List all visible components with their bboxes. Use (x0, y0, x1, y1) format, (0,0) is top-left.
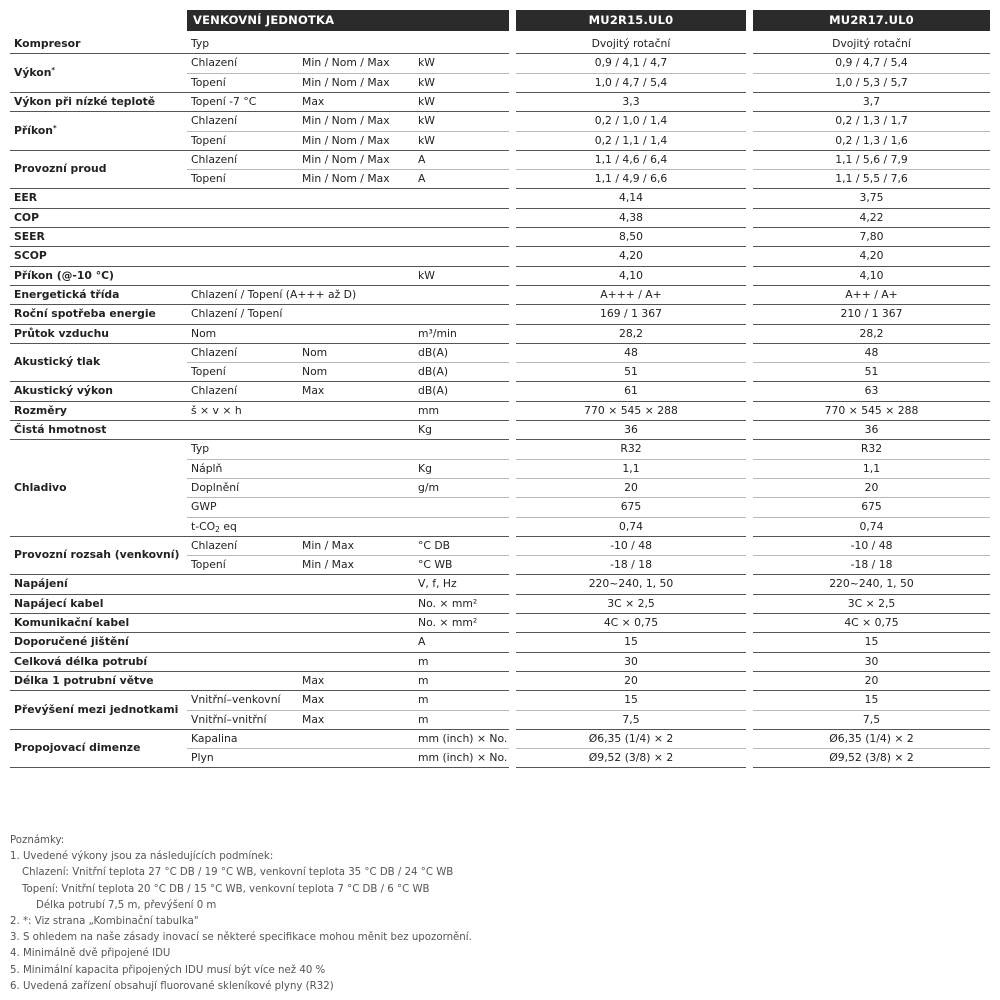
row-unit: °C DB (418, 538, 451, 552)
note-line: 2. *: Viz strana „Kombinační tabulka" (10, 916, 199, 928)
value-model-2: Ø9,52 (3/8) × 2 (829, 751, 914, 765)
value-model-1: 1,1 / 4,9 / 6,6 (594, 172, 668, 186)
row-label: Příkon (@-10 °C) (14, 268, 114, 282)
value-model-1: R32 (620, 442, 642, 456)
value-model-1: -18 / 18 (610, 558, 652, 572)
value-model-1: 0,9 / 4,1 / 4,7 (594, 56, 668, 70)
row-unit: V, f, Hz (418, 577, 457, 591)
row-condition: Vnitřní–venkovní (191, 693, 281, 707)
row-range: Max (302, 693, 325, 707)
value-model-2: 3C × 2,5 (847, 596, 896, 610)
row-label: Převýšení mezi jednotkami (14, 702, 179, 716)
value-model-2: 20 (864, 673, 879, 687)
value-model-1: 220~240, 1, 50 (588, 577, 674, 591)
value-model-1: 7,5 (622, 712, 640, 726)
row-condition: Nom (191, 326, 217, 340)
row-label: Rozměry (14, 403, 67, 417)
row-condition: Chlazení (191, 538, 238, 552)
header-model-1 (516, 10, 746, 31)
value-model-1: 1,1 (622, 461, 640, 475)
row-label: Napájení (14, 577, 68, 591)
value-model-2: 1,1 (862, 461, 881, 475)
row-label: SCOP (14, 249, 47, 263)
row-condition: Topení -7 °C (191, 94, 257, 108)
row-unit: kW (418, 56, 435, 70)
value-model-2: 63 (864, 384, 879, 398)
row-condition: š × v × h (191, 403, 242, 417)
value-model-1: 20 (624, 673, 638, 687)
row-range: Nom (302, 345, 328, 359)
value-model-2: 1,1 / 5,6 / 7,9 (835, 152, 908, 166)
value-model-2: 20 (864, 480, 879, 494)
row-range: Nom (302, 365, 328, 379)
row-unit: mm (418, 403, 440, 417)
row-unit: g/m (418, 480, 440, 494)
value-model-2: Dvojitý rotační (832, 37, 911, 50)
footnote-marker: * (51, 65, 56, 74)
row-condition: Topení (191, 133, 226, 147)
row-condition: Chlazení / Topení (191, 307, 283, 321)
row-label: Propojovací dimenze (14, 741, 141, 755)
row-condition: Plyn (191, 751, 214, 765)
value-model-1: 4,20 (618, 249, 644, 263)
row-unit: A (418, 172, 426, 186)
row-condition: Topení (191, 172, 226, 186)
row-label: Roční spotřeba energie (14, 307, 156, 321)
row-divider (187, 362, 509, 363)
value-model-1: 30 (624, 654, 638, 668)
note-line: Topení: Vnitřní teplota 20 °C DB / 15 °C WB, venkovní teplota 7 °C DB / 6 °C WB (22, 883, 430, 895)
value-model-1: 1,1 / 4,6 / 6,4 (594, 152, 668, 166)
value-model-1: 675 (620, 500, 642, 514)
row-unit: Kg (418, 423, 432, 436)
header-unit-label: VENKOVNÍ JEDNOTKA (193, 13, 335, 27)
row-range: Min / Nom / Max (302, 152, 390, 166)
value-model-2: -10 / 48 (850, 538, 893, 552)
value-model-2: 4,10 (859, 268, 884, 282)
row-range: Max (302, 673, 325, 687)
row-unit: m (418, 654, 429, 668)
value-model-1: 770 × 545 × 288 (584, 403, 678, 417)
value-model-2: 675 (861, 500, 882, 514)
row-label: Průtok vzduchu (14, 326, 109, 340)
row-divider (753, 767, 990, 768)
value-model-1: Ø9,52 (3/8) × 2 (588, 751, 674, 765)
row-range: Max (302, 712, 325, 726)
row-label: Výkon při nízké teplotě (14, 94, 156, 108)
note-line: 4. Minimálně dvě připojené IDU (10, 948, 171, 960)
row-label: Celková délka potrubí (14, 654, 148, 668)
row-unit: mm (inch) × No. (418, 731, 508, 745)
row-unit: kW (418, 75, 435, 89)
value-model-1: 8,50 (618, 230, 644, 243)
row-condition: Chlazení (191, 384, 238, 398)
value-model-2: 0,2 / 1,3 / 1,6 (835, 133, 908, 147)
row-condition: Typ (191, 37, 210, 50)
row-unit: Kg (418, 461, 432, 475)
value-model-2: 3,7 (862, 94, 881, 108)
row-range: Min / Nom / Max (302, 75, 390, 89)
row-divider (10, 150, 509, 151)
row-unit: mm (inch) × No. (418, 751, 508, 765)
row-label: COP (14, 210, 40, 224)
row-range: Min / Nom / Max (302, 133, 390, 147)
row-condition: Topení (191, 365, 226, 379)
row-range: Max (302, 384, 325, 398)
value-model-2: 36 (864, 423, 879, 436)
row-unit: m³/min (418, 326, 457, 340)
value-model-1: 4C × 0,75 (603, 616, 659, 629)
row-unit: dB(A) (418, 365, 449, 379)
value-model-1: 51 (624, 365, 638, 379)
row-condition: Kapalina (191, 731, 238, 745)
row-label: EER (14, 191, 38, 205)
row-unit: kW (418, 133, 435, 147)
row-label: Napájecí kabel (14, 596, 104, 610)
row-condition: Topení (191, 75, 226, 89)
row-label: Akustický výkon (14, 384, 113, 398)
value-model-2: 4,22 (859, 210, 884, 224)
header-model-2 (753, 10, 990, 31)
value-model-2: 7,80 (859, 230, 884, 243)
row-condition: Chlazení (191, 114, 238, 128)
row-range: Max (302, 94, 325, 108)
value-model-1: 169 / 1 367 (599, 307, 663, 321)
value-model-1: 28,2 (618, 326, 644, 340)
row-divider (187, 459, 509, 460)
row-label: Energetická třída (14, 287, 120, 301)
row-label: Výkon* (14, 65, 56, 79)
row-range: Min / Nom / Max (302, 56, 390, 70)
value-model-1: 36 (624, 423, 638, 436)
row-label: Příkon* (14, 123, 57, 137)
note-line: Délka potrubí 7,5 m, převýšení 0 m (36, 899, 217, 911)
value-model-1: Dvojitý rotační (591, 37, 671, 50)
row-condition: Topení (191, 558, 226, 572)
value-model-2: 15 (864, 693, 879, 707)
row-unit: m (418, 673, 429, 687)
value-model-1: 4,10 (618, 268, 644, 282)
row-condition: Chlazení (191, 152, 238, 166)
value-model-1: 48 (624, 345, 638, 359)
value-model-2: 220~240, 1, 50 (829, 577, 914, 591)
value-model-1: 0,2 / 1,1 / 1,4 (594, 133, 668, 147)
value-model-2: 51 (864, 365, 879, 379)
value-model-2: 48 (864, 345, 879, 359)
value-model-2: 3,75 (859, 191, 884, 205)
value-model-2: 0,2 / 1,3 / 1,7 (835, 114, 908, 128)
note-line: 1. Uvedené výkony jsou za následujících podmínek: (10, 851, 274, 863)
row-label: Komunikační kabel (14, 616, 130, 629)
note-line: 6. Uvedená zařízení obsahují fluorované skleníkové plyny (R32) (10, 980, 334, 992)
row-unit: kW (418, 114, 435, 128)
row-condition: Chlazení (191, 345, 238, 359)
row-label: Akustický tlak (14, 355, 101, 369)
row-label: Čistá hmotnost (14, 423, 107, 436)
header-model-1-label: MU2R15.UL0 (588, 13, 674, 27)
row-condition: Typ (191, 442, 210, 456)
row-unit: dB(A) (418, 384, 449, 398)
row-unit: No. × mm² (418, 596, 478, 610)
value-model-2: 0,74 (859, 519, 884, 533)
row-unit: m (418, 693, 429, 707)
value-model-1: 4,14 (618, 191, 644, 205)
row-condition: Vnitřní–vnitřní (191, 712, 267, 726)
row-divider (187, 497, 509, 498)
note-line: 5. Minimální kapacita připojených IDU musí být více než 40 % (10, 964, 326, 976)
row-range: Min / Nom / Max (302, 114, 390, 128)
notes (10, 833, 472, 995)
row-label: Chladivo (14, 480, 67, 494)
row-range: Min / Max (302, 558, 354, 572)
value-model-2: 7,5 (862, 712, 881, 726)
row-label: Doporučené jištění (14, 635, 129, 649)
row-label: Délka 1 potrubní větve (14, 673, 154, 687)
row-range: Min / Max (302, 538, 354, 552)
value-model-1: 3C × 2,5 (607, 596, 655, 610)
value-model-2: 30 (864, 654, 879, 668)
row-condition: Náplň (191, 461, 223, 475)
subscript: 2 (215, 524, 220, 534)
value-model-2: R32 (860, 442, 883, 456)
value-model-1: 4,38 (618, 210, 644, 224)
row-divider (10, 439, 509, 440)
row-label: SEER (14, 230, 45, 243)
row-divider (10, 767, 509, 768)
footnote-marker: * (52, 123, 57, 132)
row-unit: °C WB (418, 558, 453, 572)
value-model-2: -18 / 18 (850, 558, 893, 572)
value-model-1: 15 (624, 635, 638, 649)
row-unit: kW (418, 94, 435, 108)
row-unit: dB(A) (418, 345, 449, 359)
notes-title: Poznámky: (10, 835, 65, 846)
row-range: Min / Nom / Max (302, 172, 390, 186)
row-condition: GWP (191, 500, 217, 514)
row-unit: kW (418, 268, 435, 282)
value-model-1: Ø6,35 (1/4) × 2 (588, 731, 674, 745)
value-model-2: 28,2 (859, 326, 884, 340)
value-model-1: 1,0 / 4,7 / 5,4 (594, 75, 668, 89)
header-unit (187, 10, 509, 31)
value-model-2: A++ / A+ (845, 287, 898, 301)
note-line: Chlazení: Vnitřní teplota 27 °C DB / 19 °C WB, venkovní teplota 35 °C DB / 24 °C WB (22, 867, 454, 879)
row-label: Provozní proud (14, 162, 107, 176)
value-model-2: 1,1 / 5,5 / 7,6 (835, 172, 908, 186)
row-condition: Doplnění (191, 480, 240, 494)
value-model-2: 770 × 545 × 288 (824, 403, 919, 417)
header-model-2-label: MU2R17.UL0 (829, 13, 914, 27)
value-model-1: A+++ / A+ (600, 287, 662, 301)
value-model-2: 0,9 / 4,7 / 5,4 (835, 56, 908, 70)
value-model-2: Ø6,35 (1/4) × 2 (829, 731, 914, 745)
value-model-2: 210 / 1 367 (840, 307, 903, 321)
value-model-1: 3,3 (622, 94, 640, 108)
value-model-2: 1,0 / 5,3 / 5,7 (835, 75, 908, 89)
row-unit: A (418, 152, 426, 166)
row-condition: Chlazení / Topení (A+++ až D) (191, 287, 357, 301)
row-condition: $t-CO_2$ eq (191, 519, 237, 534)
value-model-1: 15 (624, 693, 638, 707)
row-condition: Chlazení (191, 56, 238, 70)
value-model-2: 4,20 (859, 249, 884, 263)
value-model-1: 0,74 (618, 519, 644, 533)
condition-suffix: eq (219, 519, 237, 533)
value-model-2: 4C × 0,75 (844, 616, 899, 629)
note-line: 3. S ohledem na naše zásady inovací se některé specifikace mohou měnit bez upozornění. (10, 932, 472, 944)
row-label: Kompresor (14, 37, 81, 50)
row-divider (516, 767, 746, 768)
row-label: Provozní rozsah (venkovní) (14, 548, 180, 562)
value-model-1: 0,2 / 1,0 / 1,4 (594, 114, 668, 128)
row-unit: No. × mm² (418, 616, 478, 629)
row-unit: m (418, 712, 429, 726)
value-model-1: 61 (624, 384, 638, 398)
value-model-2: 15 (864, 635, 879, 649)
value-model-1: 20 (624, 480, 638, 494)
row-unit: A (418, 635, 426, 649)
value-model-1: -10 / 48 (610, 538, 652, 552)
